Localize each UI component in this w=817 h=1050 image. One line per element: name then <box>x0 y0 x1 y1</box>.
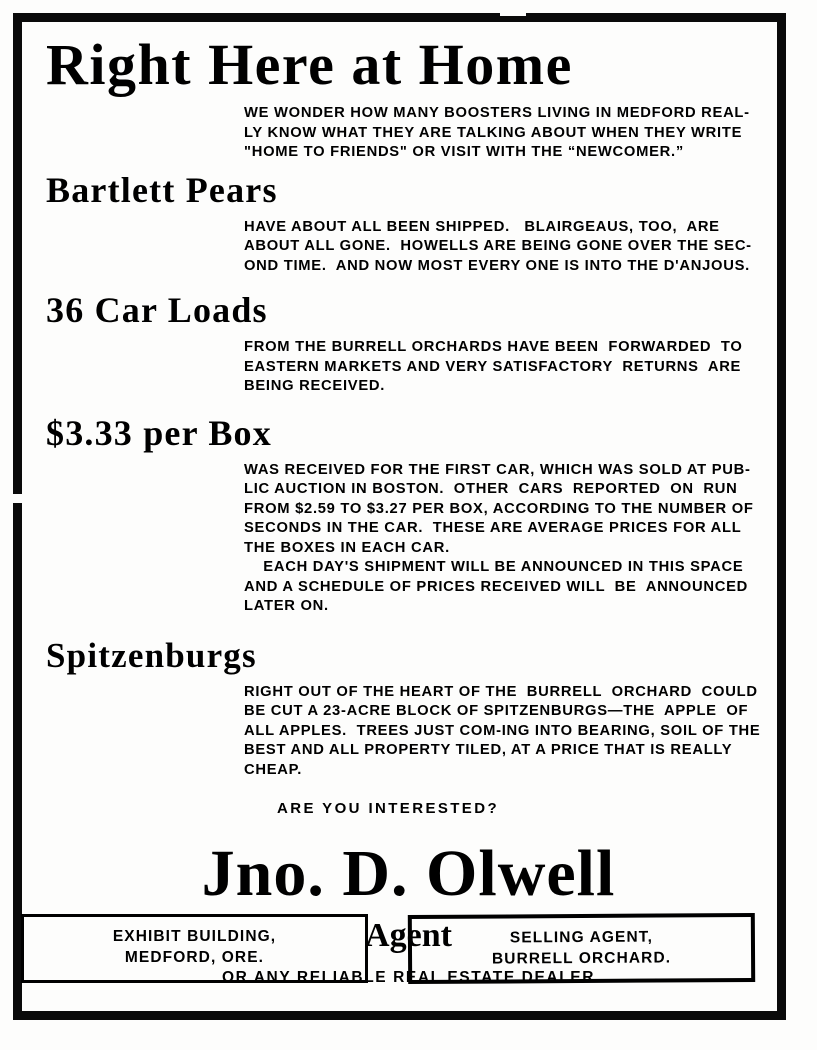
body-line: RIGHT OUT OF THE HEART OF THE BURRELL ORCHARD COULD <box>244 682 758 700</box>
section-body-price-per-box <box>22 451 795 616</box>
advertiser-role: Agent <box>365 917 452 954</box>
border-imperfection-top <box>500 11 526 16</box>
body-line: "HOME TO FRIENDS" OR VISIT WITH THE “NEWCOMER.” <box>244 143 684 160</box>
body-line: BEST AND ALL PROPERTY TILED, AT A PRICE THAT IS REALLY <box>244 741 733 758</box>
body-line: BE CUT A 23-ACRE BLOCK OF SPITZENBURGS—THE APPLE OF <box>244 702 749 719</box>
section-heading-36-car-loads: 36 Car Loads <box>46 290 268 330</box>
body-line: LIC AUCTION IN BOSTON. OTHER CARS REPORTED ON RUN <box>244 480 738 497</box>
section-body-bartlett-pears <box>22 208 795 276</box>
body-line: THE BOXES IN EACH CAR. <box>244 538 450 556</box>
footer-line: SELLING AGENT, <box>509 928 654 947</box>
body-line: LY KNOW WHAT THEY ARE TALKING ABOUT WHEN THEY WRITE <box>244 123 743 141</box>
footer-line: MEDFORD, ORE. <box>124 949 265 966</box>
advertisement-content <box>22 22 795 1028</box>
body-line: OND TIME. AND NOW MOST EVERY ONE IS INTO THE D'ANJOUS. <box>244 256 750 274</box>
body-line: AND A SCHEDULE OF PRICES RECEIVED WILL BE ANNOUNCED <box>244 577 749 595</box>
section-heading-bartlett-pears: Bartlett Pears <box>46 169 278 210</box>
body-line: LATER ON. <box>244 597 329 614</box>
body-line: EACH DAY'S SHIPMENT WILL BE ANNOUNCED IN THIS SPACE <box>244 558 744 575</box>
footer-line: EXHIBIT BUILDING, <box>112 928 277 945</box>
footer-box-exhibit-building <box>21 914 368 983</box>
body-line: CHEAP. <box>244 760 303 778</box>
body-line: ALL APPLES. TREES JUST COM-ING INTO BEARING, SOIL OF THE <box>244 721 761 739</box>
intro-paragraph <box>22 94 795 162</box>
section-heading-price-per-box: $3.33 per Box <box>46 412 272 453</box>
body-line: WE WONDER HOW MANY BOOSTERS LIVING IN MEDFORD REAL- <box>244 104 750 121</box>
body-line: FROM $2.59 TO $3.27 PER BOX, ACCORDING TO THE NUMBER OF <box>244 499 754 517</box>
advertiser-name: Jno. D. Olwell <box>201 837 616 910</box>
call-to-action-text: ARE YOU INTERESTED? <box>277 800 500 817</box>
footer-boxes-row <box>21 914 755 983</box>
body-line: EASTERN MARKETS AND VERY SATISFACTORY RETURNS ARE <box>244 357 742 375</box>
page-title: Right Here at Home <box>46 32 573 97</box>
section-heading-spitzenburgs: Spitzenburgs <box>46 635 257 675</box>
body-line: FROM THE BURRELL ORCHARDS HAVE BEEN FORWARDED TO <box>244 338 743 355</box>
section-body-36-car-loads <box>22 328 795 396</box>
body-line: ABOUT ALL GONE. HOWELLS ARE BEING GONE OVER THE SEC- <box>244 237 752 254</box>
advertiser-note: OR ANY RELIABLE REAL ESTATE DEALER <box>221 969 596 986</box>
section-body-spitzenburgs <box>22 673 795 780</box>
footer-line: BURRELL ORCHARD. <box>491 949 672 968</box>
body-line: WAS RECEIVED FOR THE FIRST CAR, WHICH WAS SOLD AT PUB- <box>244 460 751 478</box>
footer-box-selling-agent <box>408 913 755 984</box>
body-line: HAVE ABOUT ALL BEEN SHIPPED. BLAIRGEAUS, TOO, ARE <box>244 217 720 235</box>
body-line: SECONDS IN THE CAR. THESE ARE AVERAGE PRICES FOR ALL <box>244 519 742 536</box>
body-line: BEING RECEIVED. <box>244 377 386 394</box>
